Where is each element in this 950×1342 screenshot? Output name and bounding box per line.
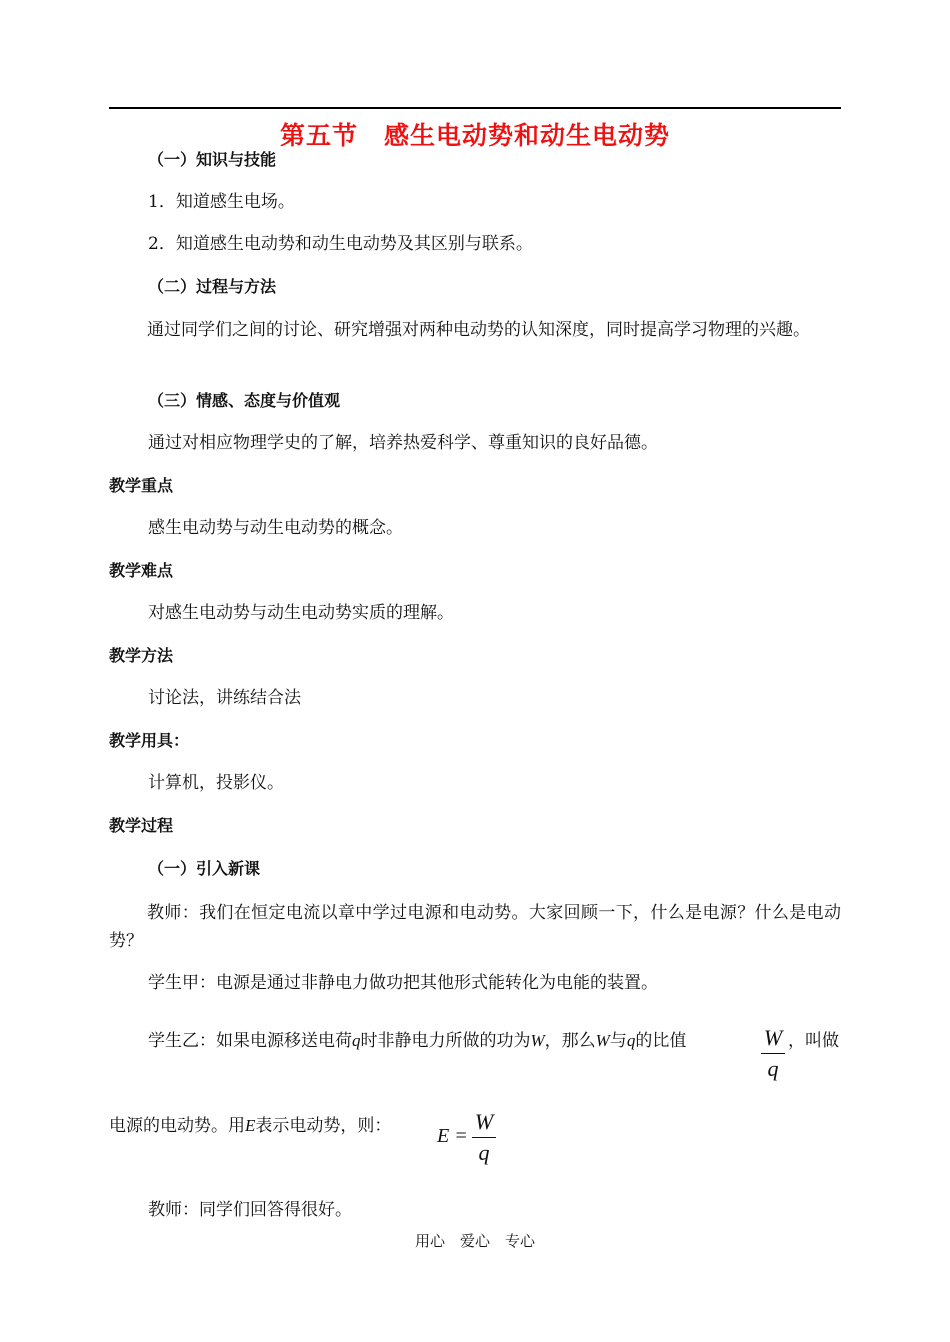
key-points-text: 感生电动势与动生电动势的概念。 [148,518,403,538]
method-text: 讨论法，讲练结合法 [148,688,301,708]
values-paragraph: 通过对相应物理学史的了解，培养热爱科学、尊重知识的良好品德。 [148,433,658,453]
fraction-bar [761,1053,785,1054]
page-title: 第五节 感生电动势和动生电动势 [279,121,670,150]
section-values-heading: （三）情感、态度与价值观 [148,391,341,410]
header-rule [109,107,841,109]
var-q: q [626,1031,636,1050]
student-b-text-3: ，那么 [544,1031,596,1051]
knowledge-item-2: 2．知道感生电动势和动生电动势及其区别与联系。 [148,234,533,254]
tools-heading: 教学用具： [109,731,190,750]
var-w: W [595,1031,610,1050]
student-b-text-6: ，叫做 [788,1031,839,1051]
section-knowledge-heading: （一）知识与技能 [148,150,277,169]
line2-text-2: 表示电动势，则： [255,1116,392,1136]
section-process-heading: （二）过程与方法 [148,277,277,296]
student-b-answer-line1 [148,1031,686,1051]
intro-heading: （一）引入新课 [148,859,261,878]
teacher-response: 教师：同学们回答得很好。 [148,1200,352,1220]
student-b-text-4: 与 [609,1031,627,1051]
process-heading: 教学过程 [109,816,174,835]
fraction-numerator: W [474,1109,494,1134]
equation-fraction [472,1110,496,1165]
difficulty-text: 对感生电动势与动生电动势实质的理解。 [148,603,454,623]
knowledge-item-1: 1．知道感生电场。 [148,192,295,212]
process-paragraph: 通过同学们之间的讨论、研究增强对两种电动势的认知深度，同时提高学习物理的兴趣。 [147,320,810,340]
fraction-numerator: W [763,1025,783,1050]
teacher-question: 教师：我们在恒定电流以章中学过电源和电动势。大家回顾一下，什么是电源？什么是电动势？ [109,903,841,951]
page-footer: 用心 爱心 专心 [414,1232,535,1250]
tools-text: 计算机，投影仪。 [148,773,284,793]
var-q: q [352,1031,361,1050]
difficulty-heading: 教学难点 [109,561,174,580]
var-e: E [245,1116,256,1135]
student-b-text-1: 学生乙：如果电源移送电荷 [148,1031,352,1051]
student-a-answer: 学生甲：电源是通过非静电力做功把其他形式能转化为电能的装置。 [148,973,658,993]
equation-lhs: E = [437,1125,468,1147]
fraction-denominator: q [478,1140,490,1165]
var-w: W [530,1031,545,1050]
line2-text-1: 电源的电动势。用 [109,1116,245,1136]
method-heading: 教学方法 [109,646,174,665]
fraction-bar [472,1137,496,1138]
fraction-denominator: q [767,1056,779,1081]
student-b-text-2: 时非静电力所做的功为 [360,1031,531,1051]
key-points-heading: 教学重点 [109,476,174,495]
student-b-text-5: 的比值 [635,1031,687,1051]
fraction-w-over-q [761,1026,785,1081]
student-b-answer-line2 [109,1116,391,1136]
